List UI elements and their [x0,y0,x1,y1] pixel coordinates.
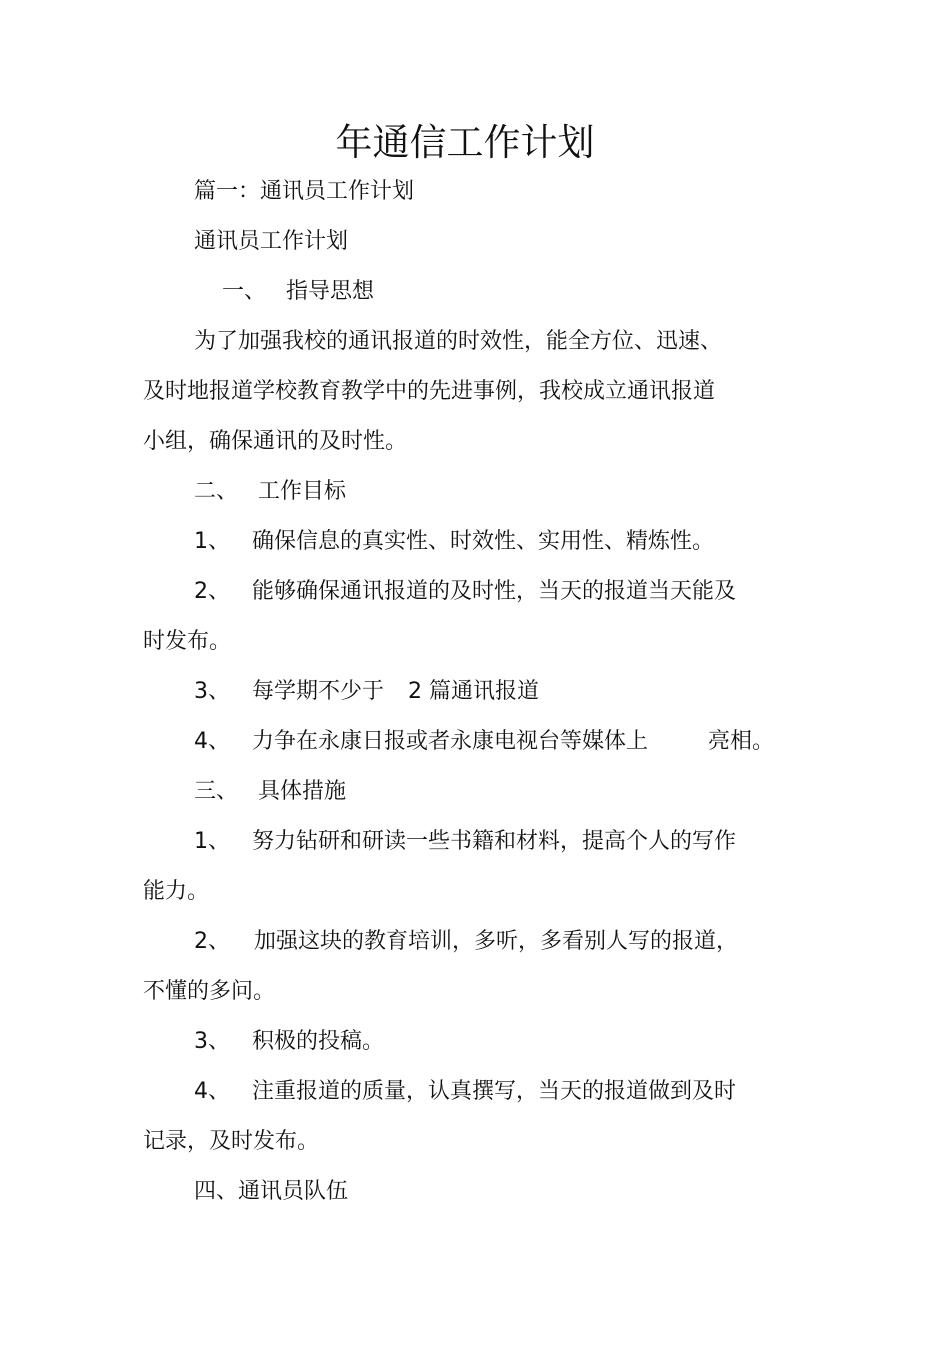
item-number: 2、 [194,579,230,604]
list-item [194,827,736,857]
list-item-continuation: 时发布。 [143,629,232,654]
chapter-heading: 篇一：通讯员工作计划 [194,179,415,204]
item-number: 3、 [194,679,230,704]
paragraph-line: 为了加强我校的通讯报道的时效性，能全方位、迅速、 [194,329,723,354]
item-number: 1、 [194,529,230,554]
list-item-continuation: 能力。 [143,879,210,904]
document-title: 年通信工作计划 [335,121,595,164]
paragraph-line: 小组，确保通讯的及时性。 [143,429,408,454]
list-item [194,527,714,557]
section-number: 二、 [194,479,239,504]
list-item [194,677,539,707]
section-heading-2 [194,477,346,507]
list-item [194,927,738,957]
section-label: 指导思想 [286,279,375,304]
section-label: 具体措施 [258,779,347,804]
item-number: 1、 [194,829,230,854]
paragraph-line: 及时地报道学校教育教学中的先进事例，我校成立通讯报道 [143,379,716,404]
item-number: 4、 [194,1079,230,1104]
list-item [194,727,774,757]
item-text: 努力钻研和研读一些书籍和材料，提高个人的写作 [252,829,737,854]
item-text: 注重报道的质量，认真撰写，当天的报道做到及时 [252,1079,737,1104]
list-item [194,1027,384,1057]
section-label: 工作目标 [258,479,347,504]
list-item [194,1077,736,1107]
list-item [194,577,736,607]
item-text: 积极的投稿。 [252,1029,385,1054]
item-text: 力争在永康日报或者永康电视台等媒体上 [252,729,649,754]
section-heading-1 [222,277,374,307]
item-text: 能够确保通讯报道的及时性，当天的报道当天能及 [252,579,737,604]
item-text: 加强这块的教育培训，多听，多看别人写的报道， [254,929,739,954]
item-number: 4、 [194,729,230,754]
section-number: 三、 [194,779,239,804]
list-item-continuation: 不懂的多问。 [143,979,276,1004]
plan-subtitle: 通讯员工作计划 [194,229,349,254]
section-heading-3 [194,777,346,807]
item-text: 确保信息的真实性、时效性、实用性、精炼性。 [252,529,715,554]
section-number: 一、 [222,279,267,304]
item-text: 每学期不少于 [252,679,385,704]
item-number: 2、 [194,929,230,954]
section-heading-4: 四、通讯员队伍 [194,1179,349,1204]
item-number: 3、 [194,1029,230,1054]
item-text: 2 篇通讯报道 [408,679,540,704]
list-item-continuation: 记录，及时发布。 [143,1129,320,1154]
item-text: 亮相。 [708,729,775,754]
